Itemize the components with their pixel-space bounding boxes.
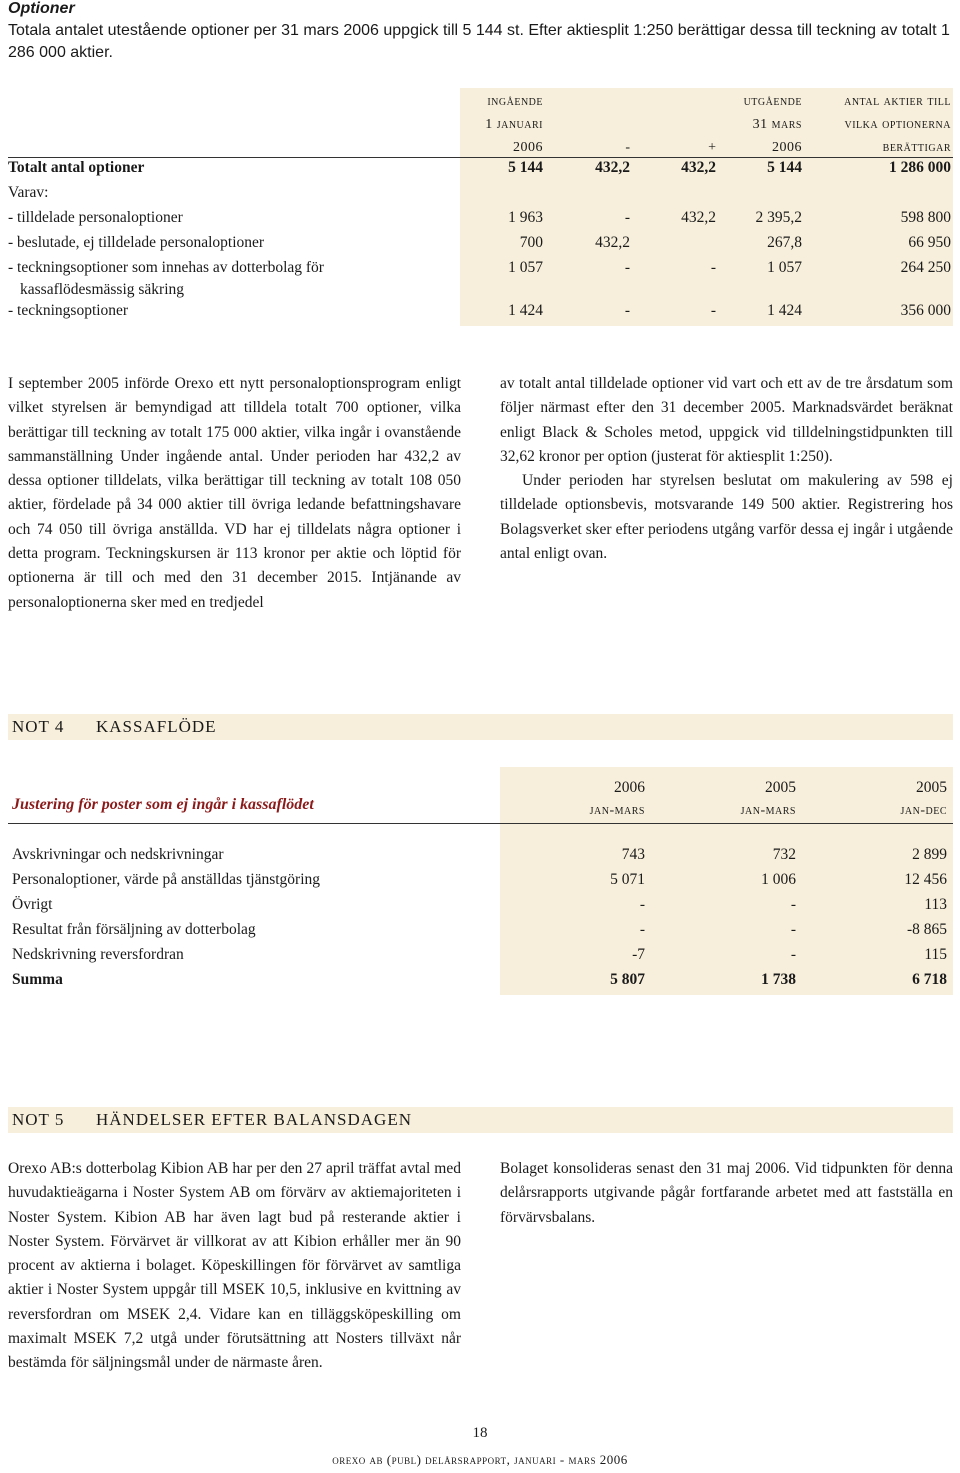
paragraph: I september 2005 införde Orexo ett nytt personaloptionsprogram enligt vilket styrelsen är bemyndigad att tilldela totalt 700 optioner, vilka berättigar till teckning av totalt 175 000 aktier, vilka ingår i ovanstående sammanställning Under ingående antal. Under perioden har 432,2 av dessa optioner tilldelats, vilka berättigar till teckning av totalt 108 050 aktier, fördelade på 34 000 aktier till övriga ledande befattningshavare och 74 050 till övriga anställda. VD har ej tilldelats några optioner i detta program. Teckningskursen är 113 kronor per aktie och löptid för optionerna är till och med den 31 december 2015. Intjänande av personaloptionerna sker med en tredjedel <box>8 375 461 611</box>
row-label: Övrigt <box>12 896 53 913</box>
header-cell: 2006 <box>614 779 645 796</box>
note-title: HÄNDELSER EFTER BALANSDAGEN <box>96 1110 412 1129</box>
cell: 66 950 <box>908 234 951 251</box>
cell: 267,8 <box>767 234 802 251</box>
note5-text-right <box>500 1157 953 1230</box>
cell: 113 <box>924 896 947 913</box>
table-row <box>0 868 960 893</box>
cell: 432,2 <box>595 159 630 176</box>
cell: - <box>624 259 630 276</box>
table-row <box>0 918 960 943</box>
row-label: - tilldelade personaloptioner <box>8 209 183 226</box>
note-title: KASSAFLÖDE <box>96 717 217 736</box>
table-row <box>0 843 960 868</box>
cell: 1 738 <box>761 971 796 988</box>
cell: 2 395,2 <box>755 209 802 226</box>
page-number: 18 <box>472 1425 488 1441</box>
cell: 5 144 <box>508 159 543 176</box>
cell: 700 <box>519 234 543 251</box>
cell: 732 <box>772 846 796 863</box>
header-cell: 2006 <box>772 140 802 155</box>
row-label: Varav: <box>8 184 49 201</box>
row-label: Personaloptioner, värde på anställdas tjänstgöring <box>12 871 321 888</box>
header-cell: 2006 <box>513 140 543 155</box>
cell: 1 006 <box>761 871 796 888</box>
cell: 1 424 <box>767 302 802 319</box>
paragraph: Orexo AB:s dotterbolag Kibion AB har per den 27 april träffat avtal med huvudaktieägarna i Noster System AB om förvärv av aktiemajoriteten i Noster System. Kibion AB har även lagt bud på resterande aktier i Noster System. Förvärvet är villkorat av att Kibion erhåller mer än 90 procent av aktierna i bolaget. Köpeskillingen för förvärvet av samtliga aktier i Noster System uppgår till MSEK 10,5, inklusive en kvittning av reversfordran om MSEK 2,4. Vidare kan en tilläggsköpeskilling om maximalt MSEK 7,2 utgå under förutsättning att Nosters tillväxt når bestämda för säljningsmål under de närmaste åren. <box>8 1160 461 1372</box>
cell: -8 865 <box>906 921 947 938</box>
page-footer: orexo ab (publ) delårsrapport, januari - mars 2006 <box>332 1452 628 1467</box>
cell: - <box>790 946 796 963</box>
cell: 5 807 <box>610 971 645 988</box>
cell: 1 424 <box>508 302 543 319</box>
cell: - <box>710 259 716 276</box>
header-cell: antal aktier till <box>844 94 951 109</box>
cell: - <box>624 302 630 319</box>
table-row <box>0 181 960 205</box>
cell: 1 286 000 <box>889 159 951 176</box>
cell: 1 963 <box>508 209 543 226</box>
row-label: kassaflödesmässig säkring <box>20 281 185 298</box>
cell: 115 <box>924 946 947 963</box>
options-table-header <box>0 90 960 160</box>
cell: 432,2 <box>681 159 716 176</box>
cashflow-header-rule <box>8 823 953 824</box>
cell: -7 <box>632 946 645 963</box>
note5-text-left <box>8 1157 461 1376</box>
cell: - <box>710 302 716 319</box>
paragraph: Under perioden har styrelsen beslutat om makulering av 598 ej tilldelade optionsbevis, motsvarande 149 500 aktier. Registrering hos Bolagsverket sker efter periodens utgång varför dessa ej ingår i utgående antal enligt ovan. <box>500 472 953 563</box>
header-cell: utgående <box>743 94 802 109</box>
cell: 6 718 <box>912 971 947 988</box>
table-row <box>0 156 960 180</box>
header-cell: 2005 <box>916 779 947 796</box>
row-label: Nedskrivning reversfordran <box>12 946 184 963</box>
paragraph: Bolaget konsolideras senast den 31 maj 2006. Vid tidpunkten för denna delårsrapports utgivande pågår fortfarande arbetet med att fastställa en förvärvsbalans. <box>500 1160 953 1226</box>
cell: 356 000 <box>900 302 951 319</box>
cell: - <box>639 896 645 913</box>
header-cell: vilka optionerna <box>844 117 951 132</box>
cell: 598 800 <box>900 209 951 226</box>
cell: 12 456 <box>904 871 947 888</box>
options-text-left <box>8 372 461 615</box>
table-row <box>0 299 960 323</box>
paragraph: av totalt antal tilldelade optioner vid vart och ett av de tre årsdatum som följer närmast efter den 31 december 2005. Marknadsvärdet beräknat enligt Black & Scholes metod, uppgick vid tilldelningstidpunkten till 32,62 kronor per option (justerat för aktiesplit 1:250). <box>500 375 953 465</box>
table-row <box>0 231 960 255</box>
note-number: NOT 4 <box>12 717 65 736</box>
row-label: - teckningsoptioner <box>8 302 129 319</box>
header-cell: berättigar <box>882 140 951 155</box>
row-label: Resultat från försäljning av dotterbolag <box>12 921 256 938</box>
cell: - <box>790 921 796 938</box>
table-row <box>0 256 960 280</box>
row-label: Summa <box>12 971 63 988</box>
cell: 1 057 <box>767 259 802 276</box>
options-text-right <box>500 372 953 566</box>
cell: 264 250 <box>900 259 951 276</box>
table-row <box>0 943 960 968</box>
section-intro: Totala antalet utestående optioner per 31 mars 2006 uppgick till 5 144 st. Efter aktiesplit 1:250 berättigar dessa till teckning av totalt 1 286 000 aktier. <box>8 22 950 61</box>
header-cell: jan-mars <box>589 803 645 818</box>
header-cell: jan-mars <box>740 803 796 818</box>
note5-heading-bar <box>8 1107 953 1133</box>
note4-heading-bar <box>8 714 953 740</box>
cell: 1 057 <box>508 259 543 276</box>
row-label: Avskrivningar och nedskrivningar <box>12 846 224 863</box>
row-label: - teckningsoptioner som innehas av dotterbolag för <box>8 259 324 276</box>
cell: 432,2 <box>681 209 716 226</box>
cell: 5 144 <box>767 159 802 176</box>
cashflow-header-periods <box>0 800 960 825</box>
header-cell: - <box>625 140 630 155</box>
header-cell: + <box>708 140 716 155</box>
cell: 432,2 <box>595 234 630 251</box>
header-cell: jan-dec <box>900 803 947 818</box>
header-cell: 1 januari <box>485 117 543 132</box>
table-row <box>0 206 960 230</box>
section-heading-optioner: Optioner <box>8 0 75 17</box>
cell: - <box>639 921 645 938</box>
cashflow-header-years <box>0 776 960 801</box>
table-row-total <box>0 968 960 993</box>
cashflow-table-title: Justering för poster som ej ingår i kassaflödet <box>12 796 314 813</box>
row-label: - beslutade, ej tilldelade personaloptioner <box>8 234 265 251</box>
cell: - <box>790 896 796 913</box>
cell: 2 899 <box>912 846 947 863</box>
note-number: NOT 5 <box>12 1110 65 1129</box>
header-cell: 2005 <box>765 779 796 796</box>
header-cell: ingående <box>487 94 543 109</box>
cell: 743 <box>621 846 645 863</box>
row-label: Totalt antal optioner <box>8 159 145 176</box>
cell: - <box>624 209 630 226</box>
cell: 5 071 <box>610 871 645 888</box>
table-row <box>0 893 960 918</box>
header-cell: 31 mars <box>752 117 802 132</box>
